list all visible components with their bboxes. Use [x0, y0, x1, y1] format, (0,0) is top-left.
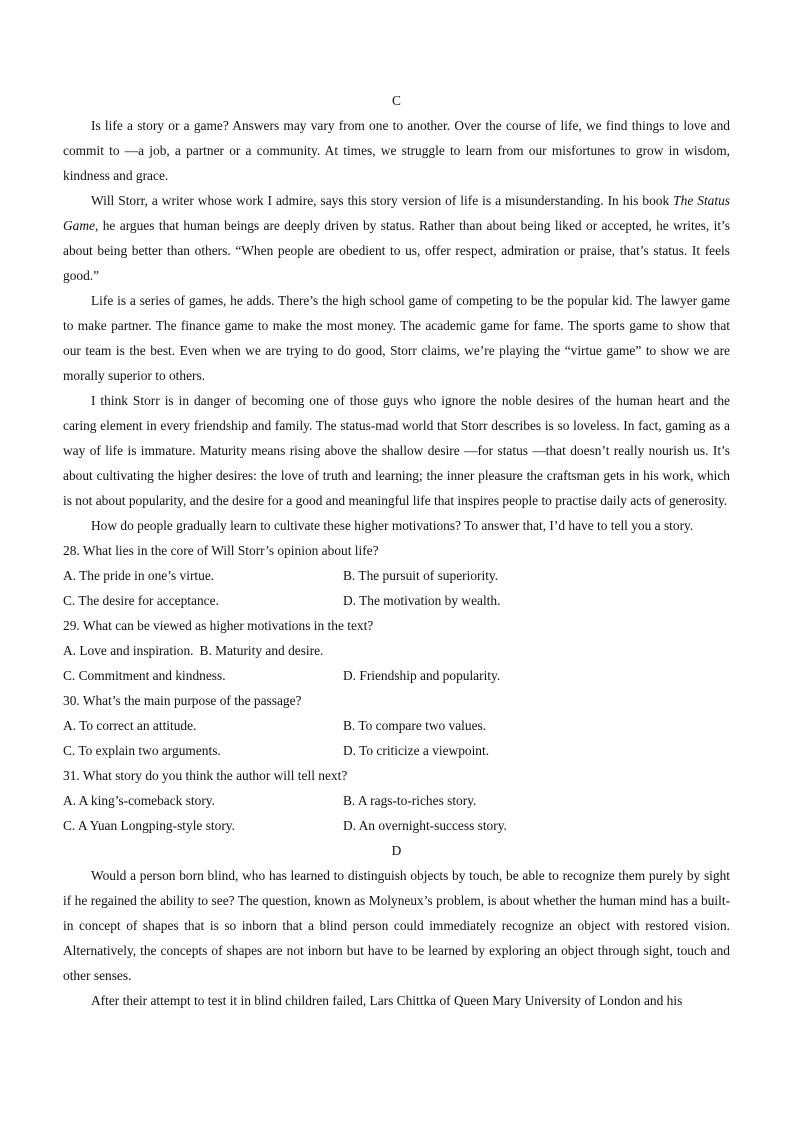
section-d-paragraph-2: After their attempt to test it in blind children failed, Lars Chittka of Queen Mary University of London and his [91, 993, 683, 1008]
question-options [63, 713, 730, 763]
option-d: D. The motivation by wealth. [343, 593, 501, 608]
question-stem: 30. What’s the main purpose of the passage? [63, 693, 302, 708]
question-28 [63, 538, 730, 613]
question-options [63, 788, 730, 838]
question-30 [63, 688, 730, 763]
section-c-paragraph-4: I think Storr is in danger of becoming one of those guys who ignore the noble desires of the human heart and the caring element in every friendship and family. The status-mad world that Storr describes is so loveless. In fact, gaming as a way of life is immature. Maturity means rising above the shallow desire —for status —that doesn’t really nourish us. It’s about cultivating the higher desires: the love of truth and learning; the inner pleasure the craftsman gets in his work, which is not about popularity, and the desire for a good and meaningful life that inspires people to practise daily acts of generosity. [63, 393, 730, 508]
question-stem: 31. What story do you think the author will tell next? [63, 768, 348, 783]
book-title: The Status Game [63, 193, 730, 233]
option-d: D. An overnight-success story. [343, 818, 507, 833]
option-d: D. Friendship and popularity. [343, 668, 501, 683]
question-options [63, 563, 730, 613]
section-c-paragraph-2 [63, 188, 730, 288]
option-a: A. The pride in one’s virtue. [63, 568, 215, 583]
option-a: A. A king’s-comeback story. [63, 793, 215, 808]
section-d-paragraph-1: Would a person born blind, who has learned to distinguish objects by touch, be able to recognize them purely by sight if he regained the ability to see? The question, known as Molyneux’s problem, is about whether the human mind has a built-in concept of shapes that is so inborn that a blind person could immediately recognize an object with restored vision. Alternatively, the concepts of shapes are not inborn but have to be learned by exploring an object through sight, touch and other senses. [63, 868, 730, 983]
section-c-paragraph-3: Life is a series of games, he adds. There’s the high school game of competing to be the popular kid. The lawyer game to make partner. The finance game to make the most money. The academic game for fame. The sports game to show that our team is the best. Even when we are trying to do good, Storr claims, we’re playing the “virtue game” to show we are morally superior to others. [63, 293, 730, 383]
paragraph-2-text-post: , he argues that human beings are deeply driven by status. Rather than about being liked or accepted, he writes, it’s about being better than others. “When people are obedient to us, offer respect, admiration or praise, that’s status. It feels good.” [63, 218, 730, 283]
option-b: B. The pursuit of superiority. [343, 568, 499, 583]
option-c: C. The desire for acceptance. [63, 593, 219, 608]
option-b: B. A rags-to-riches story. [343, 793, 477, 808]
question-stem: 29. What can be viewed as higher motivations in the text? [63, 618, 374, 633]
document-page [63, 88, 730, 1013]
section-c-paragraph-1: Is life a story or a game? Answers may vary from one to another. Over the course of life, we find things to love and commit to —a job, a partner or a community. At times, we struggle to learn from our misfortunes to grow in wisdom, kindness and grace. [63, 118, 730, 183]
option-c: C. Commitment and kindness. [63, 668, 226, 683]
question-31 [63, 763, 730, 838]
question-stem: 28. What lies in the core of Will Storr’s opinion about life? [63, 543, 379, 558]
question-options [63, 638, 730, 688]
option-d: D. To criticize a viewpoint. [343, 743, 490, 758]
section-c-heading: C [392, 93, 401, 108]
question-29 [63, 613, 730, 688]
option-a: A. Love and inspiration. [63, 643, 194, 658]
option-c: C. To explain two arguments. [63, 743, 221, 758]
option-a: A. To correct an attitude. [63, 718, 197, 733]
option-b: B. Maturity and desire. [199, 643, 324, 658]
section-c-paragraph-5: How do people gradually learn to cultivate these higher motivations? To answer that, I’d have to tell you a story. [91, 518, 694, 533]
option-c: C. A Yuan Longping-style story. [63, 818, 235, 833]
paragraph-2-text-pre: Will Storr, a writer whose work I admire, says this story version of life is a misunderstanding. In his book [91, 193, 674, 208]
section-d-heading: D [391, 843, 402, 858]
option-b: B. To compare two values. [343, 718, 487, 733]
